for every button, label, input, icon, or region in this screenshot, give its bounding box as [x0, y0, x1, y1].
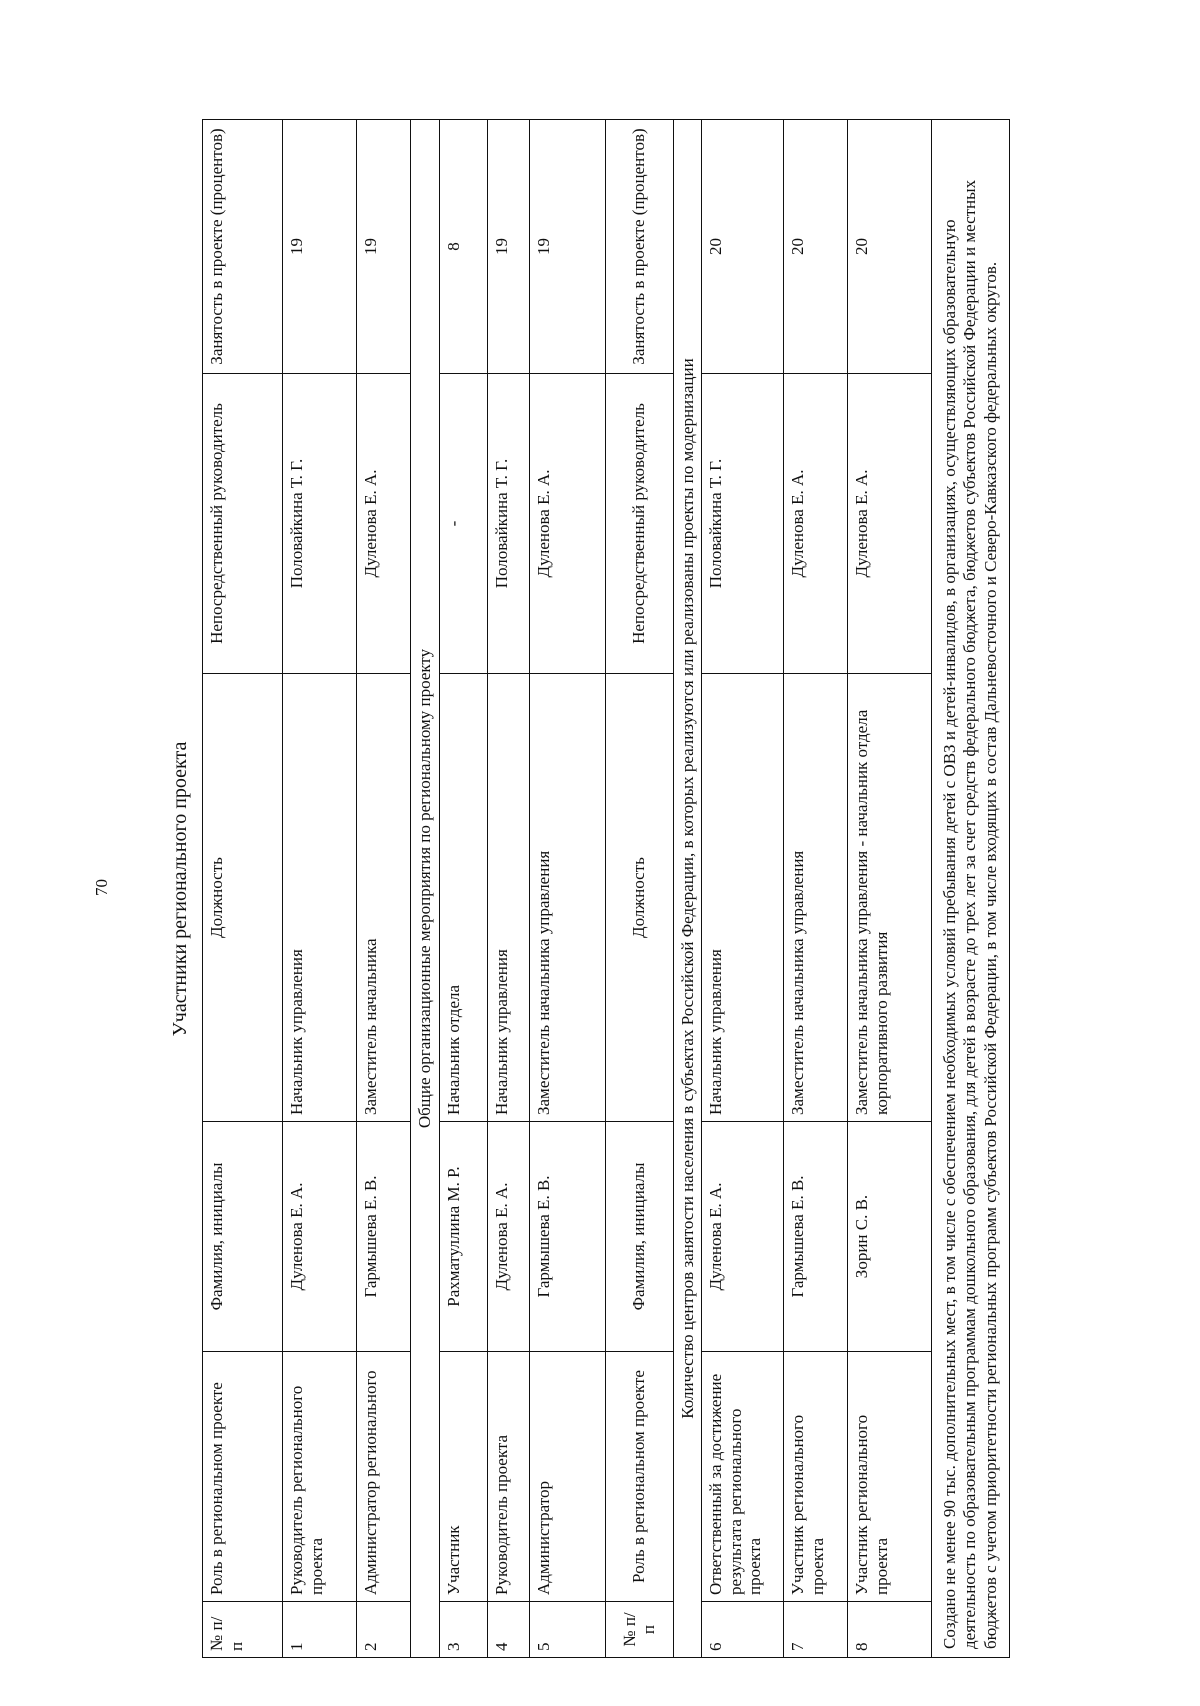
cell-position: Начальник управления	[283, 674, 357, 1122]
cell-supervisor: -	[439, 374, 487, 674]
header-name: Фамилия, инициалы	[203, 1122, 283, 1352]
page-title: Участники регионального проекта	[169, 741, 191, 1037]
cell-position: Заместитель начальника управления	[529, 674, 605, 1122]
cell-load: 19	[283, 120, 357, 374]
cell-name: Гармышева Е. В.	[357, 1122, 411, 1352]
cell-name: Зорин С. В.	[848, 1122, 932, 1352]
cell-num: 2	[357, 1602, 411, 1658]
cell-num: 1	[283, 1602, 357, 1658]
cell-load: 19	[529, 120, 605, 374]
cell-num: 4	[487, 1602, 529, 1658]
table-header-row	[605, 120, 673, 1658]
cell-name: Дуленова Е. А.	[283, 1122, 357, 1352]
cell-num: 6	[702, 1602, 784, 1658]
header-supervisor: Непосредственный руководитель	[605, 374, 673, 674]
cell-supervisor: Дуленова Е. А.	[529, 374, 605, 674]
cell-role: Руководитель проекта	[487, 1352, 529, 1602]
section-row	[411, 120, 440, 1658]
header-position: Должность	[605, 674, 673, 1122]
cell-num: 7	[784, 1602, 848, 1658]
cell-name: Дуленова Е. А.	[487, 1122, 529, 1352]
section-title: Общие организационные мероприятия по региональному проекту	[411, 120, 440, 1658]
cell-load: 20	[702, 120, 784, 374]
table-row	[357, 120, 411, 1658]
page-number: 70	[92, 879, 111, 896]
header-supervisor: Непосредственный руководитель	[203, 374, 283, 674]
cell-load: 20	[784, 120, 848, 374]
table-row	[702, 120, 784, 1658]
footer-row	[932, 120, 1010, 1658]
footer-note: Создано не менее 90 тыс. дополнительных мест, в том числе с обеспечением необходимых условий пребывания детей с ОВЗ и детей-инвалидов, в организациях, осуществляющих образовательную деятельность по образовательным программам дошкольного образования, для детей в возрасте до трех лет за счет средств федерального бюджета, бюджетов субъектов Российской Федерации и местных бюджетов с учетом приоритетности региональных программ субъектов Российской Федерации, в том числе входящих в состав Дальневосточного и Северо-Кавказского федеральных округов.	[932, 120, 1010, 1658]
header-position: Должность	[203, 674, 283, 1122]
table-row	[439, 120, 487, 1658]
cell-load: 20	[848, 120, 932, 374]
header-role: Роль в региональном проекте	[203, 1352, 283, 1602]
cell-position: Начальник управления	[702, 674, 784, 1122]
cell-name: Дуленова Е. А.	[702, 1122, 784, 1352]
cell-role: Участник регионального проекта	[784, 1352, 848, 1602]
cell-supervisor: Дуленова Е. А.	[848, 374, 932, 674]
cell-supervisor: Дуленова Е. А.	[357, 374, 411, 674]
cell-role: Администратор	[529, 1352, 605, 1602]
cell-num: 5	[529, 1602, 605, 1658]
header-num: № п/п	[203, 1602, 283, 1658]
participants-table	[202, 119, 1010, 1658]
table-row	[784, 120, 848, 1658]
cell-role: Ответственный за достижение результата регионального проекта	[702, 1352, 784, 1602]
cell-position: Заместитель начальника управления - начальник отдела корпоративного развития	[848, 674, 932, 1122]
cell-num: 3	[439, 1602, 487, 1658]
cell-role: Руководитель регионального проекта	[283, 1352, 357, 1602]
cell-position: Заместитель начальника управления	[784, 674, 848, 1122]
table-row	[529, 120, 605, 1658]
rotated-page-content	[166, 120, 1010, 1658]
cell-supervisor: Половайкина Т. Г.	[283, 374, 357, 674]
cell-role: Участник	[439, 1352, 487, 1602]
section-title: Количество центров занятости населения в субъектах Российской Федерации, в которых реализуются или реализованы проекты по модернизации	[673, 120, 702, 1658]
cell-load: 19	[487, 120, 529, 374]
header-load: Занятость в проекте (процентов)	[605, 120, 673, 374]
header-load: Занятость в проекте (процентов)	[203, 120, 283, 374]
cell-supervisor: Дуленова Е. А.	[784, 374, 848, 674]
cell-load: 19	[357, 120, 411, 374]
cell-position: Начальник управления	[487, 674, 529, 1122]
table-row	[487, 120, 529, 1658]
cell-role: Администратор регионального	[357, 1352, 411, 1602]
cell-position: Заместитель начальника	[357, 674, 411, 1122]
cell-position: Начальник отдела	[439, 674, 487, 1122]
header-num: № п/п	[605, 1602, 673, 1658]
cell-name: Гармышева Е. В.	[784, 1122, 848, 1352]
header-role: Роль в региональном проекте	[605, 1352, 673, 1602]
cell-supervisor: Половайкина Т. Г.	[702, 374, 784, 674]
cell-name: Гармышева Е. В.	[529, 1122, 605, 1352]
cell-role: Участник регионального проекта	[848, 1352, 932, 1602]
table-row	[848, 120, 932, 1658]
cell-supervisor: Половайкина Т. Г.	[487, 374, 529, 674]
section-row	[673, 120, 702, 1658]
table-row	[283, 120, 357, 1658]
cell-num: 8	[848, 1602, 932, 1658]
cell-name: Рахматуллина М. Р.	[439, 1122, 487, 1352]
cell-load: 8	[439, 120, 487, 374]
header-name: Фамилия, инициалы	[605, 1122, 673, 1352]
table-header-row	[203, 120, 283, 1658]
